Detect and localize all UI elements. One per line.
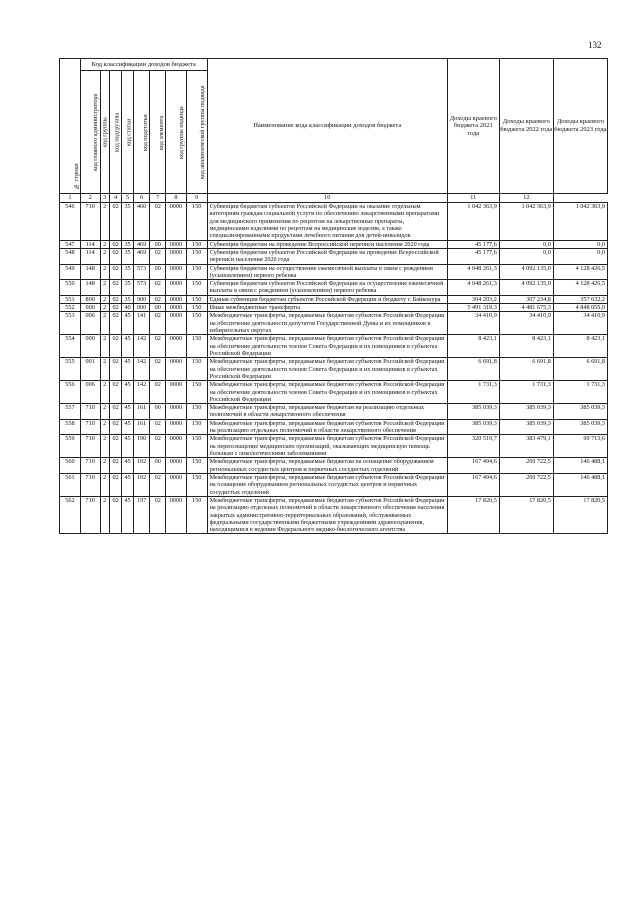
code-admin-cell: 710: [80, 496, 100, 534]
code-admin-cell: 710: [80, 419, 100, 435]
code-subgroup-cell: 02: [109, 264, 121, 280]
table-row: [60, 458, 608, 474]
row-number-cell: 562: [60, 496, 81, 534]
code-group-cell: 2: [100, 248, 109, 264]
row-number-cell: 554: [60, 335, 81, 358]
income-2021-cell: 17 820,5: [447, 496, 499, 534]
code-subarticle-cell: 460: [133, 203, 150, 241]
income-2022-cell: 307 234,8: [499, 295, 553, 303]
header-name: Наименование кода классификации доходов бюджета: [207, 59, 447, 194]
code-group-cell: 2: [100, 240, 109, 248]
income-2021-cell: 45 177,6: [447, 240, 499, 248]
header-code-group: код группы: [100, 71, 109, 194]
code-subarticle-cell: 142: [133, 335, 150, 358]
income-2021-cell: 4 048 261,3: [447, 280, 499, 296]
code-admin-cell: 148: [80, 280, 100, 296]
code-analytic-group-cell: 150: [186, 473, 207, 496]
code-admin-cell: 006: [80, 312, 100, 335]
code-subgroup-cell: 02: [109, 419, 121, 435]
code-group-cell: 2: [100, 458, 109, 474]
code-group-cell: 2: [100, 335, 109, 358]
income-2023-cell: 17 820,5: [553, 496, 607, 534]
code-subgroup-cell: 02: [109, 435, 121, 458]
table-row: [60, 496, 608, 534]
row-number-cell: 546: [60, 203, 81, 241]
row-number-cell: 551: [60, 295, 81, 303]
code-element-cell: 02: [150, 419, 166, 435]
table-row: [60, 312, 608, 335]
code-subarticle-cell: 573: [133, 280, 150, 296]
code-group-cell: 2: [100, 473, 109, 496]
code-subgroup-cell: 02: [109, 358, 121, 381]
income-2022-cell: 6 691,8: [499, 358, 553, 381]
item-name-cell: Межбюджетные трансферты, передаваемые бюджетам субъектов Российской Федерации на реализацию отдельных полномочий в области лекарственного обеспечения населения закрытых административно-территориальных образований, обслуживаемых федеральными государственными бюджетными учреждениями здравоохранения, находящимися в ведении Федерального медико-биологического агентства: [207, 496, 447, 534]
header-code-subgroup: код подгруппы: [109, 71, 121, 194]
header-code-subarticle: код подстатьи: [133, 71, 150, 194]
code-analytic-group-cell: 150: [186, 248, 207, 264]
code-subgroup-cell: 02: [109, 295, 121, 303]
code-element-cell: 02: [150, 203, 166, 241]
income-2021-cell: 167 494,6: [447, 458, 499, 474]
income-2021-cell: 45 177,6: [447, 248, 499, 264]
income-2023-cell: 0,0: [553, 240, 607, 248]
item-name-cell: Межбюджетные трансферты, передаваемые бюджетам субъектов Российской Федерации на оснащение оборудованием региональных сосудистых центров и первичных сосудистых отделений: [207, 473, 447, 496]
code-article-cell: 45: [122, 419, 133, 435]
code-subarticle-cell: 469: [133, 248, 150, 264]
income-2023-cell: 6 691,8: [553, 358, 607, 381]
table-row: [60, 304, 608, 312]
code-group-cell: 2: [100, 312, 109, 335]
code-admin-cell: 114: [80, 248, 100, 264]
code-subgroup-cell: 02: [109, 280, 121, 296]
code-article-cell: 45: [122, 473, 133, 496]
column-number: 9: [186, 194, 207, 203]
code-subarticle-cell: 573: [133, 264, 150, 280]
table-row: [60, 248, 608, 264]
code-subgroup-cell: 02: [109, 335, 121, 358]
column-number: 8: [165, 194, 186, 203]
item-name-cell: Межбюджетные трансферты, передаваемые бюджетам субъектов Российской Федерации на реализацию отдельных полномочий в области лекарственного обеспечения: [207, 419, 447, 435]
income-2021-cell: 4 048 261,3: [447, 264, 499, 280]
code-subarticle-cell: 192: [133, 473, 150, 496]
code-admin-cell: 710: [80, 203, 100, 241]
income-2021-cell: 6 691,8: [447, 358, 499, 381]
income-2023-cell: 4 128 426,5: [553, 280, 607, 296]
code-element-cell: 00: [150, 458, 166, 474]
code-subgroup-cell: 02: [109, 496, 121, 534]
code-subarticle-cell: 161: [133, 404, 150, 420]
item-name-cell: Межбюджетные трансферты, передаваемые бюджетам субъектов Российской Федерации на обеспечение деятельности депутатов Государственной Думы и их помощников в избирательных округах: [207, 312, 447, 335]
income-2021-cell: 8 423,1: [447, 335, 499, 358]
page-number: 132: [588, 40, 602, 50]
code-element-cell: 02: [150, 358, 166, 381]
code-subtype-group-cell: 0000: [165, 248, 186, 264]
table-header: [60, 59, 608, 194]
row-number-cell: 556: [60, 381, 81, 404]
table-row: [60, 381, 608, 404]
header-code-subtype-group: код группы подвида: [165, 71, 186, 194]
income-2022-cell: 4 092 135,0: [499, 280, 553, 296]
row-number-cell: 555: [60, 358, 81, 381]
income-2023-cell: 1 042 363,9: [553, 203, 607, 241]
table-row: [60, 473, 608, 496]
income-2022-cell: 4 092 135,0: [499, 264, 553, 280]
header-income-2022: Доходы краевого бюджета 2022 года: [499, 59, 553, 194]
code-group-cell: 2: [100, 404, 109, 420]
income-2022-cell: 4 481 675,3: [499, 304, 553, 312]
code-subtype-group-cell: 0000: [165, 404, 186, 420]
code-analytic-group-cell: 150: [186, 295, 207, 303]
code-subtype-group-cell: 0000: [165, 419, 186, 435]
item-name-cell: Межбюджетные трансферты, передаваемые бюджетам на оснащение оборудованием региональных сосудистых центров и первичных сосудистых отделений: [207, 458, 447, 474]
item-name-cell: Межбюджетные трансферты, передаваемые бюджетам субъектов Российской Федерации на переоснащение медицинских организаций, оказывающих медицинскую помощь больным с онкологическими заболеваниями: [207, 435, 447, 458]
code-subtype-group-cell: 0000: [165, 358, 186, 381]
item-name-cell: Субвенции бюджетам на проведение Всероссийской переписи населения 2020 года: [207, 240, 447, 248]
header-code-element: код элемента: [150, 71, 166, 194]
row-number-cell: 550: [60, 280, 81, 296]
code-admin-cell: 006: [80, 381, 100, 404]
header-row-number: № строки: [60, 59, 81, 194]
income-2021-cell: 385 039,3: [447, 404, 499, 420]
table-row: [60, 264, 608, 280]
code-analytic-group-cell: 150: [186, 458, 207, 474]
code-analytic-group-cell: 150: [186, 419, 207, 435]
table-row: [60, 240, 608, 248]
code-article-cell: 45: [122, 312, 133, 335]
income-2023-cell: 385 039,3: [553, 404, 607, 420]
code-subgroup-cell: 02: [109, 304, 121, 312]
code-article-cell: 40: [122, 304, 133, 312]
income-2021-cell: 34 410,9: [447, 312, 499, 335]
code-subtype-group-cell: 0000: [165, 496, 186, 534]
code-group-cell: 2: [100, 280, 109, 296]
column-number: 6: [133, 194, 150, 203]
code-group-cell: 2: [100, 435, 109, 458]
code-article-cell: 35: [122, 240, 133, 248]
code-subtype-group-cell: 0000: [165, 240, 186, 248]
row-number-cell: 552: [60, 304, 81, 312]
row-number-cell: 548: [60, 248, 81, 264]
code-element-cell: 00: [150, 240, 166, 248]
code-article-cell: 45: [122, 335, 133, 358]
code-admin-cell: 710: [80, 404, 100, 420]
code-subarticle-cell: 192: [133, 458, 150, 474]
code-subtype-group-cell: 0000: [165, 295, 186, 303]
code-subarticle-cell: 161: [133, 419, 150, 435]
code-analytic-group-cell: 150: [186, 435, 207, 458]
code-subtype-group-cell: 0000: [165, 203, 186, 241]
income-2021-cell: 385 039,3: [447, 419, 499, 435]
code-article-cell: 35: [122, 203, 133, 241]
income-2021-cell: 1 731,3: [447, 381, 499, 404]
income-2023-cell: 4 848 055,0: [553, 304, 607, 312]
code-element-cell: 02: [150, 295, 166, 303]
income-2023-cell: 146 488,1: [553, 458, 607, 474]
income-2022-cell: 0,0: [499, 248, 553, 264]
code-subgroup-cell: 02: [109, 312, 121, 335]
table-row: [60, 280, 608, 296]
code-analytic-group-cell: 150: [186, 203, 207, 241]
income-2022-cell: 1 042 363,9: [499, 203, 553, 241]
table-row: [60, 358, 608, 381]
item-name-cell: Субвенции бюджетам на осуществление ежемесячной выплаты в связи с рождением (усыновлением) первого ребенка: [207, 264, 447, 280]
header-code-analytic-group: код аналитической группы подвида: [186, 71, 207, 194]
code-admin-cell: 710: [80, 473, 100, 496]
code-subtype-group-cell: 0000: [165, 304, 186, 312]
table-row: [60, 295, 608, 303]
code-element-cell: 00: [150, 264, 166, 280]
column-number-row: [60, 194, 608, 203]
code-subarticle-cell: 141: [133, 312, 150, 335]
item-name-cell: Межбюджетные трансферты, передаваемые бюджетам субъектов Российской Федерации на обеспечение деятельности членов Совета Федерации и их помощников в субъектах Российской Федерации: [207, 335, 447, 358]
code-subtype-group-cell: 0000: [165, 435, 186, 458]
code-subgroup-cell: 02: [109, 240, 121, 248]
header-code-admin: код главного администратора: [80, 71, 100, 194]
item-name-cell: Субвенции бюджетам субъектов Российской Федерации на осуществление ежемесячной выплаты в связи с рождением (усыновлением) первого ребенка: [207, 280, 447, 296]
column-number: 2: [80, 194, 100, 203]
row-number-cell: 560: [60, 458, 81, 474]
income-2023-cell: 1 731,3: [553, 381, 607, 404]
income-2022-cell: 1 731,3: [499, 381, 553, 404]
item-name-cell: Субвенции бюджетам субъектов Российской Федерации на оказание отдельным категориям граждан социальной услуги по обеспечению лекарственными препаратами для медицинского применения по рецептам на лекарственные препараты, медицинскими изделиями по рецептам на медицинские изделия, а также специализированными продуктами лечебного питания для детей-инвалидов: [207, 203, 447, 241]
code-article-cell: 35: [122, 280, 133, 296]
code-admin-cell: 114: [80, 240, 100, 248]
item-name-cell: Иные межбюджетные трансферты: [207, 304, 447, 312]
income-2022-cell: 385 039,3: [499, 419, 553, 435]
column-number: 12: [499, 194, 553, 203]
code-admin-cell: 000: [80, 335, 100, 358]
code-article-cell: 35: [122, 295, 133, 303]
income-2023-cell: 0,0: [553, 248, 607, 264]
table-row: [60, 404, 608, 420]
column-number: 3: [100, 194, 109, 203]
income-2023-cell: 146 488,1: [553, 473, 607, 496]
code-subgroup-cell: 02: [109, 203, 121, 241]
code-subtype-group-cell: 0000: [165, 473, 186, 496]
row-number-cell: 559: [60, 435, 81, 458]
code-article-cell: 45: [122, 404, 133, 420]
row-number-cell: 549: [60, 264, 81, 280]
code-subtype-group-cell: 0000: [165, 312, 186, 335]
income-2023-cell: 4 128 426,5: [553, 264, 607, 280]
code-analytic-group-cell: 150: [186, 304, 207, 312]
code-subarticle-cell: 190: [133, 435, 150, 458]
column-number: 7: [150, 194, 166, 203]
code-element-cell: 02: [150, 496, 166, 534]
header-code-article: код статьи: [122, 71, 133, 194]
code-subarticle-cell: 197: [133, 496, 150, 534]
income-2023-cell: 34 410,9: [553, 312, 607, 335]
row-number-cell: 557: [60, 404, 81, 420]
code-article-cell: 45: [122, 496, 133, 534]
code-article-cell: 45: [122, 458, 133, 474]
code-subtype-group-cell: 0000: [165, 335, 186, 358]
income-2023-cell: 357 632,2: [553, 295, 607, 303]
code-subarticle-cell: 142: [133, 358, 150, 381]
code-subgroup-cell: 02: [109, 473, 121, 496]
code-subgroup-cell: 02: [109, 458, 121, 474]
code-group-cell: 2: [100, 304, 109, 312]
column-number: 1: [60, 194, 81, 203]
column-number: 4: [109, 194, 121, 203]
item-name-cell: Межбюджетные трансферты, передаваемые бюджетам субъектов Российской Федерации на обеспечение деятельности членов Совета Федерации и их помощников в субъектах Российской Федерации: [207, 358, 447, 381]
code-admin-cell: 710: [80, 458, 100, 474]
column-number: 11: [447, 194, 499, 203]
code-admin-cell: 000: [80, 304, 100, 312]
code-group-cell: 2: [100, 496, 109, 534]
code-subgroup-cell: 02: [109, 381, 121, 404]
code-subtype-group-cell: 0000: [165, 280, 186, 296]
code-analytic-group-cell: 150: [186, 264, 207, 280]
income-2021-cell: 304 203,2: [447, 295, 499, 303]
code-article-cell: 35: [122, 264, 133, 280]
row-number-cell: 547: [60, 240, 81, 248]
table-row: [60, 435, 608, 458]
code-article-cell: 45: [122, 435, 133, 458]
income-2022-cell: 383 479,1: [499, 435, 553, 458]
income-2021-cell: 1 042 363,9: [447, 203, 499, 241]
column-number: 5: [122, 194, 133, 203]
code-subgroup-cell: 02: [109, 404, 121, 420]
code-subtype-group-cell: 0000: [165, 264, 186, 280]
item-name-cell: Межбюджетные трансферты, передаваемые бюджетам субъектов Российской Федерации на обеспечение деятельности членов Совета Федерации и их помощников в субъектах Российской Федерации: [207, 381, 447, 404]
code-analytic-group-cell: 150: [186, 280, 207, 296]
code-admin-cell: 001: [80, 358, 100, 381]
income-2023-cell: 99 713,6: [553, 435, 607, 458]
income-2022-cell: 0,0: [499, 240, 553, 248]
code-group-cell: 2: [100, 203, 109, 241]
income-2022-cell: 8 423,1: [499, 335, 553, 358]
code-subarticle-cell: 900: [133, 295, 150, 303]
code-element-cell: 02: [150, 248, 166, 264]
code-group-cell: 2: [100, 358, 109, 381]
code-element-cell: 02: [150, 473, 166, 496]
code-element-cell: 02: [150, 312, 166, 335]
row-number-cell: 553: [60, 312, 81, 335]
income-2021-cell: 167 494,6: [447, 473, 499, 496]
code-article-cell: 45: [122, 358, 133, 381]
code-analytic-group-cell: 150: [186, 404, 207, 420]
code-subtype-group-cell: 0000: [165, 381, 186, 404]
budget-income-table: [59, 58, 608, 534]
code-analytic-group-cell: 150: [186, 240, 207, 248]
code-subgroup-cell: 02: [109, 248, 121, 264]
code-element-cell: 02: [150, 335, 166, 358]
income-2023-cell: 8 423,1: [553, 335, 607, 358]
income-2022-cell: 269 722,5: [499, 458, 553, 474]
code-admin-cell: 800: [80, 295, 100, 303]
code-admin-cell: 710: [80, 435, 100, 458]
code-analytic-group-cell: 150: [186, 381, 207, 404]
code-subarticle-cell: 000: [133, 304, 150, 312]
code-group-cell: 2: [100, 381, 109, 404]
code-subarticle-cell: 469: [133, 240, 150, 248]
header-income-2021: Доходы краевого бюджета 2021 года: [447, 59, 499, 194]
table-row: [60, 203, 608, 241]
row-number-cell: 558: [60, 419, 81, 435]
code-element-cell: 00: [150, 304, 166, 312]
income-2023-cell: 385 039,3: [553, 419, 607, 435]
table-row: [60, 419, 608, 435]
code-subarticle-cell: 142: [133, 381, 150, 404]
income-2021-cell: 5 491 319,3: [447, 304, 499, 312]
code-element-cell: 00: [150, 404, 166, 420]
code-analytic-group-cell: 150: [186, 312, 207, 335]
item-name-cell: Межбюджетные трансферты, передаваемые бюджетам на реализацию отдельных полномочий в области лекарственного обеспечения: [207, 404, 447, 420]
income-2022-cell: 34 410,9: [499, 312, 553, 335]
code-article-cell: 35: [122, 248, 133, 264]
code-group-cell: 2: [100, 264, 109, 280]
income-2022-cell: 17 820,5: [499, 496, 553, 534]
table-row: [60, 335, 608, 358]
code-group-cell: 2: [100, 419, 109, 435]
code-group-cell: 2: [100, 295, 109, 303]
row-number-cell: 561: [60, 473, 81, 496]
code-element-cell: 02: [150, 435, 166, 458]
code-analytic-group-cell: 150: [186, 496, 207, 534]
code-subtype-group-cell: 0000: [165, 458, 186, 474]
code-admin-cell: 148: [80, 264, 100, 280]
column-number: 10: [207, 194, 447, 203]
code-element-cell: 02: [150, 381, 166, 404]
table-body: [60, 194, 608, 534]
code-element-cell: 02: [150, 280, 166, 296]
code-analytic-group-cell: 150: [186, 358, 207, 381]
code-analytic-group-cell: 150: [186, 335, 207, 358]
header-classification-group: Код классификации доходов бюджета: [80, 59, 207, 71]
code-article-cell: 45: [122, 381, 133, 404]
income-2022-cell: 269 722,5: [499, 473, 553, 496]
item-name-cell: Единая субвенция бюджетам субъектов Российской Федерации и бюджету г. Байконура: [207, 295, 447, 303]
item-name-cell: Субвенции бюджетам субъектов Российской Федерации на проведение Всероссийской переписи населения 2020 года: [207, 248, 447, 264]
income-2021-cell: 320 519,7: [447, 435, 499, 458]
income-2022-cell: 385 039,3: [499, 404, 553, 420]
header-income-2023: Доходы краевого бюджета 2023 года: [553, 59, 607, 194]
